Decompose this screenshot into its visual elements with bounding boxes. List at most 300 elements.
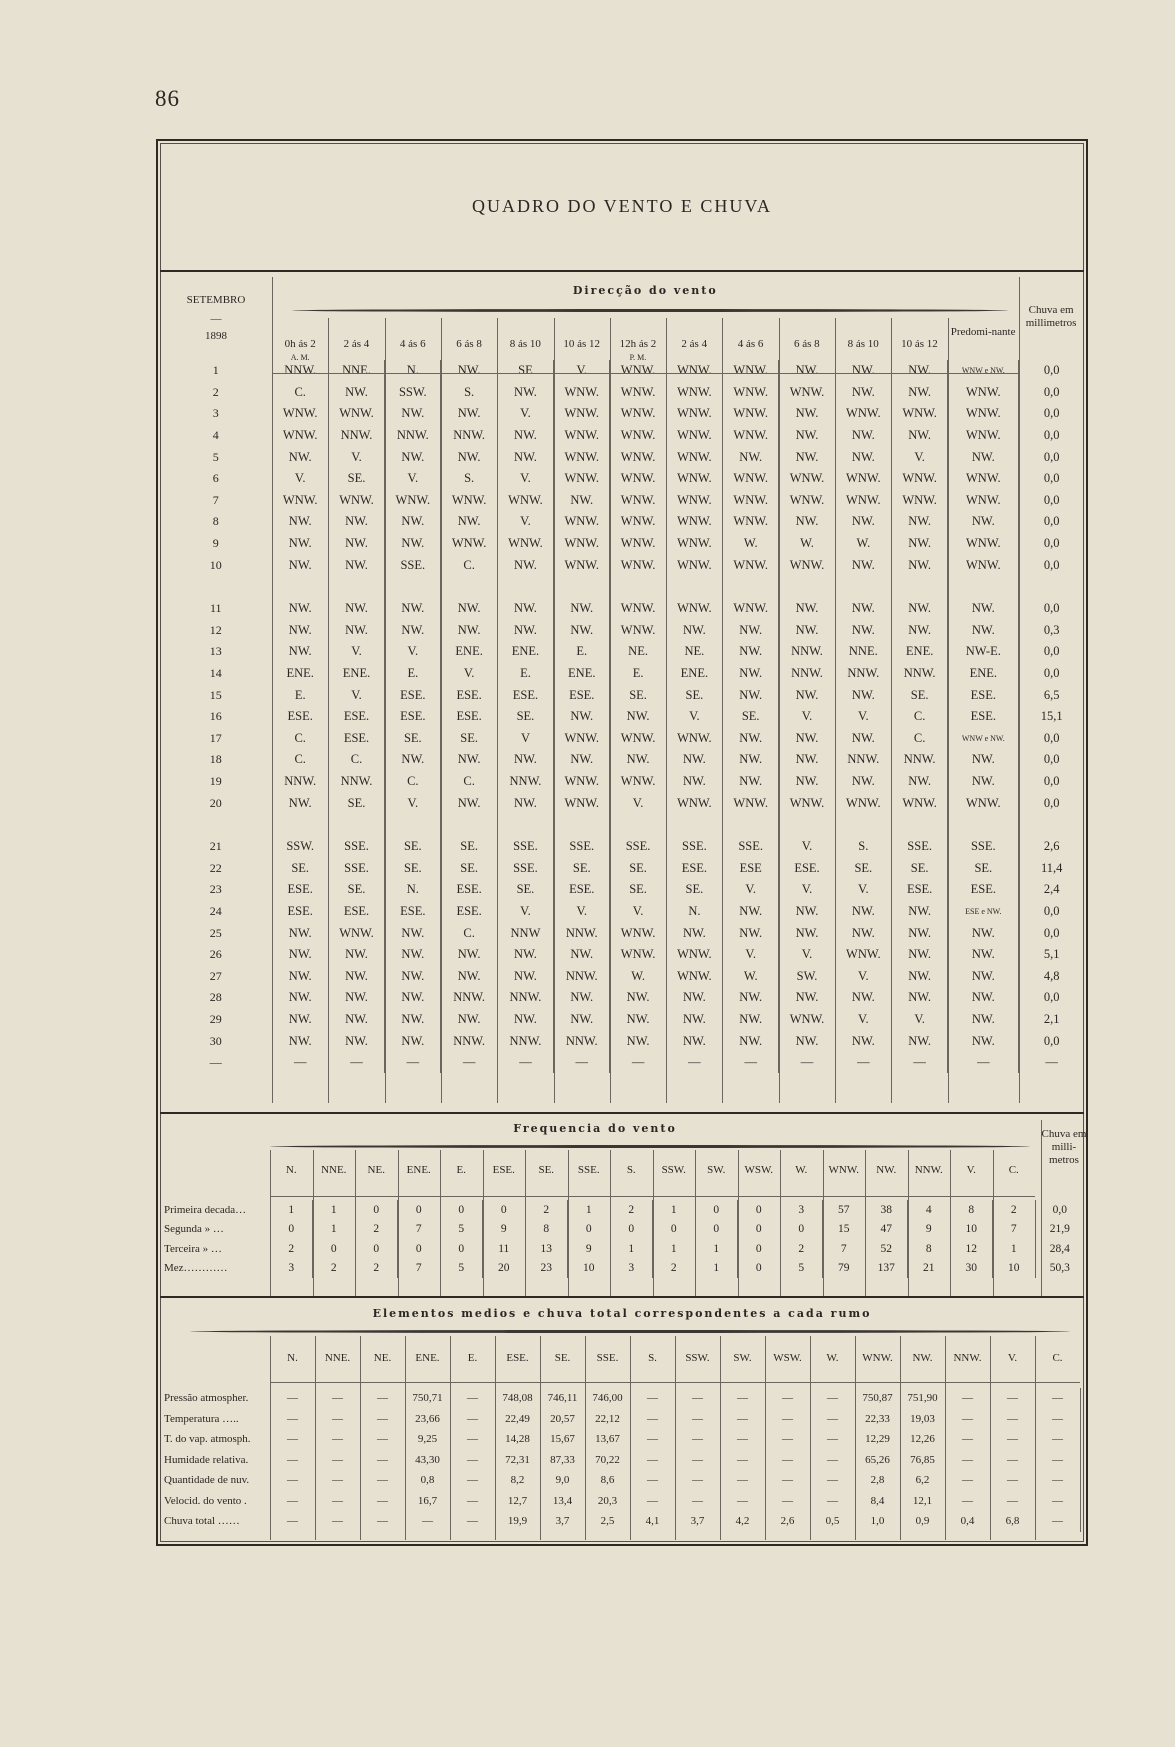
predominant-cell: NW-E. <box>948 641 1019 663</box>
frequency-col-divider <box>950 1150 951 1296</box>
rain-cell: 0,0 <box>1019 1030 1084 1052</box>
title-divider <box>160 270 1084 272</box>
day-number: 22 <box>209 860 222 875</box>
direction-cell: NW. <box>328 620 384 642</box>
frequency-rain-divider <box>1041 1120 1042 1296</box>
direction-cell: V. <box>891 446 947 468</box>
period-header-1 <box>328 338 384 351</box>
gap-cell <box>723 576 779 598</box>
wind-row <box>160 425 1084 447</box>
direction-cell: NW. <box>610 1030 666 1052</box>
direction-cell: WNW. <box>723 792 779 814</box>
gap-cell <box>1019 814 1084 836</box>
frequency-cell: 10 <box>568 1259 611 1279</box>
frequency-cell: 15 <box>823 1220 866 1240</box>
direction-cell: NW. <box>554 620 610 642</box>
header-underline <box>272 373 1019 374</box>
day-number: 26 <box>209 947 222 962</box>
direction-cell: WNW. <box>723 554 779 576</box>
direction-cell: V. <box>497 901 553 923</box>
rain-cell: 0,0 <box>1019 771 1084 793</box>
direction-cell: SE. <box>385 857 441 879</box>
direction-cell: NW. <box>723 663 779 685</box>
day-number: 5 <box>212 449 219 464</box>
elements-cell: 0,9 <box>900 1511 945 1532</box>
day-number: 4 <box>212 428 219 443</box>
frequency-cell: 10 <box>993 1259 1036 1279</box>
elements-cell: 14,28 <box>495 1429 540 1450</box>
direction-cell: WNW. <box>610 728 666 750</box>
direction-cell: SSE. <box>328 857 384 879</box>
rain-cell: 0,0 <box>1019 468 1084 490</box>
direction-cell: NW. <box>554 598 610 620</box>
rain-cell: 0,0 <box>1019 533 1084 555</box>
direction-cell: NW. <box>779 360 835 382</box>
elements-end-cell <box>1080 1409 1084 1430</box>
frequency-cell: 0 <box>398 1200 441 1220</box>
direction-cell: C. <box>441 771 497 793</box>
elements-cell: 2,8 <box>855 1470 900 1491</box>
day-number: 3 <box>212 406 219 421</box>
frequency-direction-header: SSW. <box>661 1164 686 1176</box>
elements-col-divider <box>990 1336 991 1540</box>
direction-cell: NW. <box>779 598 835 620</box>
gap-cell <box>779 576 835 598</box>
frequency-direction-header: WNW. <box>828 1164 859 1176</box>
wind-row <box>160 836 1084 858</box>
period-header-10 <box>835 338 891 351</box>
predominant-cell: NW. <box>948 620 1019 642</box>
elements-col-divider <box>945 1336 946 1540</box>
direction-cell: WNW. <box>328 922 384 944</box>
period-header-11 <box>891 338 947 351</box>
direction-cell: NW. <box>497 382 553 404</box>
frequency-cell: 0 <box>738 1220 781 1240</box>
elements-cell: 2,5 <box>585 1511 630 1532</box>
frequency-row <box>160 1239 1084 1259</box>
frequency-cell: 1 <box>270 1200 313 1220</box>
direction-cell: NW. <box>835 1030 891 1052</box>
frequency-cell: 13 <box>525 1239 568 1259</box>
direction-cell: V. <box>666 706 722 728</box>
direction-cell: NW. <box>779 403 835 425</box>
elements-cell: — <box>945 1450 990 1471</box>
rain-cell: 2,6 <box>1019 836 1084 858</box>
elements-cell: — <box>270 1511 315 1532</box>
direction-cell: V. <box>497 403 553 425</box>
direction-cell: NW. <box>497 446 553 468</box>
elements-cell: — <box>1035 1409 1080 1430</box>
direction-cell: WNW. <box>441 533 497 555</box>
frequency-cell: 79 <box>823 1259 866 1279</box>
elements-cell: 750,87 <box>855 1388 900 1409</box>
elements-cell: — <box>270 1429 315 1450</box>
elements-cell: — <box>315 1409 360 1430</box>
direction-cell: C. <box>441 554 497 576</box>
frequency-cell: 57 <box>823 1200 866 1220</box>
rain-cell: 0,0 <box>1019 382 1084 404</box>
direction-cell: WNW. <box>723 360 779 382</box>
elements-cell: — <box>1035 1511 1080 1532</box>
elements-cell: 13,67 <box>585 1429 630 1450</box>
direction-cell: V. <box>328 641 384 663</box>
direction-cell: SSE. <box>497 857 553 879</box>
elements-cell: 16,7 <box>405 1491 450 1512</box>
decade-gap <box>160 576 1084 598</box>
frequency-direction-header: WSW. <box>744 1164 774 1176</box>
elements-direction-header: SSE. <box>596 1352 619 1364</box>
elements-cell: 8,4 <box>855 1491 900 1512</box>
elements-direction-header: V. <box>1007 1352 1018 1364</box>
elements-cell: 12,26 <box>900 1429 945 1450</box>
elements-cell: — <box>720 1450 765 1471</box>
elements-cell: — <box>945 1429 990 1450</box>
direction-cell: NW. <box>891 944 947 966</box>
predominant-cell: NW. <box>948 1009 1019 1031</box>
elements-cell: 6,8 <box>990 1511 1035 1532</box>
direction-cell: NW. <box>441 1009 497 1031</box>
direction-cell: WNW. <box>272 490 328 512</box>
direction-cell: WNW. <box>497 533 553 555</box>
direction-cell: V. <box>497 511 553 533</box>
frequency-rain-cell: 21,9 <box>1035 1220 1084 1240</box>
direction-cell: ENE. <box>891 641 947 663</box>
frequency-cell: 7 <box>823 1239 866 1259</box>
elements-cell: 65,26 <box>855 1450 900 1471</box>
frequency-direction-header: NW. <box>876 1164 897 1176</box>
direction-cell: SSW. <box>385 382 441 404</box>
direction-cell: NW. <box>385 511 441 533</box>
direction-cell: WNW. <box>666 425 722 447</box>
frequency-col-divider <box>695 1150 696 1296</box>
direction-cell: NW. <box>328 382 384 404</box>
direction-cell: NW. <box>835 382 891 404</box>
direction-cell: SE. <box>610 857 666 879</box>
direction-cell: NW. <box>328 965 384 987</box>
direction-cell: WNW. <box>779 792 835 814</box>
elements-direction-header: WSW. <box>773 1352 802 1364</box>
day-number: 25 <box>209 925 222 940</box>
direction-cell: WNW. <box>666 511 722 533</box>
direction-cell: NW. <box>441 598 497 620</box>
frequency-cell: 0 <box>440 1239 483 1259</box>
predominant-cell: WNW. <box>948 792 1019 814</box>
elements-cell: — <box>810 1470 855 1491</box>
direction-cell: NNW. <box>328 771 384 793</box>
gap-cell <box>328 814 384 836</box>
gap-cell <box>497 576 553 598</box>
period-header-7 <box>666 338 722 351</box>
direction-cell: NNW. <box>441 425 497 447</box>
frequency-rain-cell: 28,4 <box>1035 1239 1084 1259</box>
frequency-direction-header: SSE. <box>577 1164 600 1176</box>
direction-cell: V. <box>554 901 610 923</box>
gap-cell <box>160 814 272 836</box>
end-row <box>160 1052 1084 1074</box>
elements-col-divider <box>495 1336 496 1540</box>
frequency-cell: 0 <box>653 1220 696 1240</box>
elements-col-divider <box>1035 1336 1036 1540</box>
direction-cell: WNW. <box>666 965 722 987</box>
frequency-cell: 1 <box>610 1239 653 1259</box>
direction-cell: ESE. <box>666 857 722 879</box>
frequency-direction-header: C. <box>1008 1164 1019 1176</box>
gap-cell <box>497 814 553 836</box>
direction-cell: NW. <box>891 533 947 555</box>
predominant-cell: NW. <box>948 446 1019 468</box>
direction-cell: NW. <box>328 511 384 533</box>
frequency-cell: 47 <box>865 1220 908 1240</box>
elements-cell: — <box>810 1491 855 1512</box>
direction-cell: V. <box>272 468 328 490</box>
direction-cell: NW. <box>272 1030 328 1052</box>
direction-cell: NNW. <box>441 1030 497 1052</box>
elements-direction-header: NNW. <box>953 1352 982 1364</box>
elements-cell: 15,67 <box>540 1429 585 1450</box>
frequency-cell: 0 <box>568 1220 611 1240</box>
direction-cell: WNW. <box>666 598 722 620</box>
direction-cell: C. <box>272 382 328 404</box>
elements-cell: — <box>360 1409 405 1430</box>
direction-cell: WNW. <box>610 771 666 793</box>
direction-cell: WNW. <box>723 490 779 512</box>
direction-cell: ESE. <box>779 857 835 879</box>
direction-cell: W. <box>723 965 779 987</box>
elements-cell: — <box>630 1491 675 1512</box>
predominant-cell: NW. <box>948 965 1019 987</box>
direction-cell: WNW. <box>891 792 947 814</box>
direction-cell: SSE. <box>723 836 779 858</box>
frequency-cell: 7 <box>993 1220 1036 1240</box>
predominant-cell: WNW. <box>948 533 1019 555</box>
wind-row <box>160 1009 1084 1031</box>
rain-cell: 4,8 <box>1019 965 1084 987</box>
elements-direction-header: ENE. <box>415 1352 440 1364</box>
elements-cell: — <box>810 1388 855 1409</box>
elements-cell: 76,85 <box>900 1450 945 1471</box>
frequency-direction-header: ENE. <box>406 1164 431 1176</box>
elements-cell: — <box>720 1388 765 1409</box>
wind-row <box>160 749 1084 771</box>
direction-cell: NW. <box>497 1009 553 1031</box>
direction-cell: SSW. <box>272 836 328 858</box>
elements-row-label: Temperatura ….. <box>164 1412 239 1425</box>
gap-cell <box>891 576 947 598</box>
gap-cell <box>779 814 835 836</box>
predominant-cell: WNW. <box>948 382 1019 404</box>
direction-cell: V. <box>385 792 441 814</box>
elements-cell: 13,4 <box>540 1491 585 1512</box>
direction-cell: NW. <box>891 771 947 793</box>
direction-cell: WNW. <box>554 403 610 425</box>
gap-cell <box>835 576 891 598</box>
elements-direction-header: N. <box>287 1352 298 1364</box>
direction-cell: SE. <box>385 836 441 858</box>
direction-cell: NW. <box>497 598 553 620</box>
frequency-cell: 0 <box>610 1220 653 1240</box>
direction-cell: NW. <box>666 987 722 1009</box>
direction-cell: NW. <box>779 749 835 771</box>
elements-cell: 4,1 <box>630 1511 675 1532</box>
elements-cell: — <box>675 1429 720 1450</box>
wind-row <box>160 382 1084 404</box>
day-number: 11 <box>209 601 222 616</box>
direction-cell: ENE. <box>328 663 384 685</box>
frequency-cell: 2 <box>525 1200 568 1220</box>
rain-cell: 0,0 <box>1019 425 1084 447</box>
direction-cell: NW. <box>891 965 947 987</box>
predominant-cell: ESE. <box>948 879 1019 901</box>
gap-cell <box>835 814 891 836</box>
year-label: 1898 <box>205 330 227 342</box>
direction-cell: ENE. <box>554 663 610 685</box>
elements-cell: — <box>1035 1429 1080 1450</box>
elements-cell: — <box>675 1409 720 1430</box>
direction-cell: V. <box>328 446 384 468</box>
direction-cell: WNW. <box>666 554 722 576</box>
direction-cell: ESE. <box>272 879 328 901</box>
direction-cell: SE. <box>497 706 553 728</box>
direction-cell: NW. <box>723 922 779 944</box>
direction-cell: NW. <box>385 944 441 966</box>
direction-cell: C. <box>891 706 947 728</box>
frequency-cell: 2 <box>780 1239 823 1259</box>
gap-cell <box>554 814 610 836</box>
wind-row <box>160 598 1084 620</box>
day-number: 29 <box>209 1011 222 1026</box>
rain-cell: 0,0 <box>1019 360 1084 382</box>
elements-cell: — <box>675 1450 720 1471</box>
elements-cell: — <box>360 1388 405 1409</box>
frequency-cell: 1 <box>653 1239 696 1259</box>
direction-cell: V. <box>779 706 835 728</box>
direction-cell: NW. <box>328 1009 384 1031</box>
period-header-8 <box>722 338 778 351</box>
direction-cell: E. <box>272 684 328 706</box>
direction-cell: WNW. <box>779 382 835 404</box>
predominant-cell: WNW e NW. <box>948 728 1019 750</box>
gap-cell <box>272 814 328 836</box>
elements-cell: 0,5 <box>810 1511 855 1532</box>
elements-cell: — <box>630 1470 675 1491</box>
rain-cell: 11,4 <box>1019 857 1084 879</box>
gap-cell <box>610 576 666 598</box>
wind-row <box>160 403 1084 425</box>
period-header-main: 0h ás 2 <box>284 338 316 350</box>
direction-cell: ESE. <box>328 728 384 750</box>
frequency-col-divider <box>865 1150 866 1296</box>
direction-cell: WNW. <box>497 490 553 512</box>
frequency-row <box>160 1200 1084 1220</box>
rain-cell: 0,0 <box>1019 901 1084 923</box>
direction-cell: NW. <box>272 987 328 1009</box>
wind-row <box>160 468 1084 490</box>
gap-cell <box>160 576 272 598</box>
direction-cell: NNW. <box>835 663 891 685</box>
direction-cell: W. <box>835 533 891 555</box>
wind-row <box>160 771 1084 793</box>
direction-cell: NW. <box>328 554 384 576</box>
direction-cell: ESE. <box>385 901 441 923</box>
direction-cell: WNW. <box>554 382 610 404</box>
dash-cell: — <box>441 1052 497 1074</box>
elements-header-underline <box>270 1382 1080 1383</box>
wind-row <box>160 641 1084 663</box>
elements-cell: — <box>990 1470 1035 1491</box>
direction-cell: NW. <box>835 901 891 923</box>
direction-cell: V. <box>328 684 384 706</box>
wind-row <box>160 533 1084 555</box>
predominant-divider <box>948 318 949 1103</box>
direction-cell: NW. <box>554 1009 610 1031</box>
direction-cell: N. <box>385 360 441 382</box>
rain-cell: 6,5 <box>1019 684 1084 706</box>
direction-cell: SE. <box>666 684 722 706</box>
direction-cell: SE. <box>835 857 891 879</box>
direction-cell: NNW. <box>554 965 610 987</box>
frequency-cell: 38 <box>865 1200 908 1220</box>
direction-cell: NNW. <box>272 360 328 382</box>
frequency-cell: 0 <box>695 1200 738 1220</box>
direction-cell: WNW. <box>554 792 610 814</box>
elements-row-label: Velocid. do vento . <box>164 1494 247 1507</box>
rain-cell: 0,0 <box>1019 446 1084 468</box>
direction-cell: SE. <box>328 879 384 901</box>
wind-row <box>160 446 1084 468</box>
direction-cell: WNW. <box>666 792 722 814</box>
period-divider <box>835 318 836 1103</box>
direction-cell: ESE. <box>441 706 497 728</box>
elements-top-rule <box>160 1296 1084 1298</box>
elements-direction-header: SW. <box>733 1352 752 1364</box>
frequency-cell: 9 <box>908 1220 951 1240</box>
direction-cell: NW. <box>779 425 835 447</box>
period-header-6 <box>610 338 666 364</box>
direction-cell: WNW. <box>835 944 891 966</box>
elements-cell: 8,2 <box>495 1470 540 1491</box>
gap-cell <box>554 576 610 598</box>
elements-cell: 751,90 <box>900 1388 945 1409</box>
elements-cell: — <box>315 1429 360 1450</box>
elements-cell: — <box>360 1450 405 1471</box>
wind-row <box>160 511 1084 533</box>
period-header-4 <box>497 338 553 351</box>
elements-cell: — <box>945 1388 990 1409</box>
direction-cell: SSE. <box>328 836 384 858</box>
frequency-cell: 12 <box>950 1239 993 1259</box>
direction-cell: NW. <box>835 620 891 642</box>
direction-cell: NW. <box>272 641 328 663</box>
elements-cell: 12,7 <box>495 1491 540 1512</box>
direction-cell: NW. <box>835 728 891 750</box>
frequency-cell: 21 <box>908 1259 951 1279</box>
direction-cell: NW. <box>666 1009 722 1031</box>
frequency-col-divider <box>738 1150 739 1296</box>
direction-cell: V. <box>779 879 835 901</box>
direction-cell: NW. <box>272 620 328 642</box>
elements-cell: 3,7 <box>675 1511 720 1532</box>
direction-cell: WNW. <box>779 1009 835 1031</box>
direction-cell: WNW. <box>723 468 779 490</box>
direction-cell: SE. <box>610 879 666 901</box>
direction-cell: WNW. <box>554 468 610 490</box>
direction-cell: NW. <box>554 749 610 771</box>
direction-cell: NNW. <box>497 1030 553 1052</box>
direction-cell: NW. <box>723 684 779 706</box>
direction-cell: ESE. <box>441 684 497 706</box>
direction-cell: NW. <box>835 598 891 620</box>
frequency-cell: 0 <box>780 1220 823 1240</box>
